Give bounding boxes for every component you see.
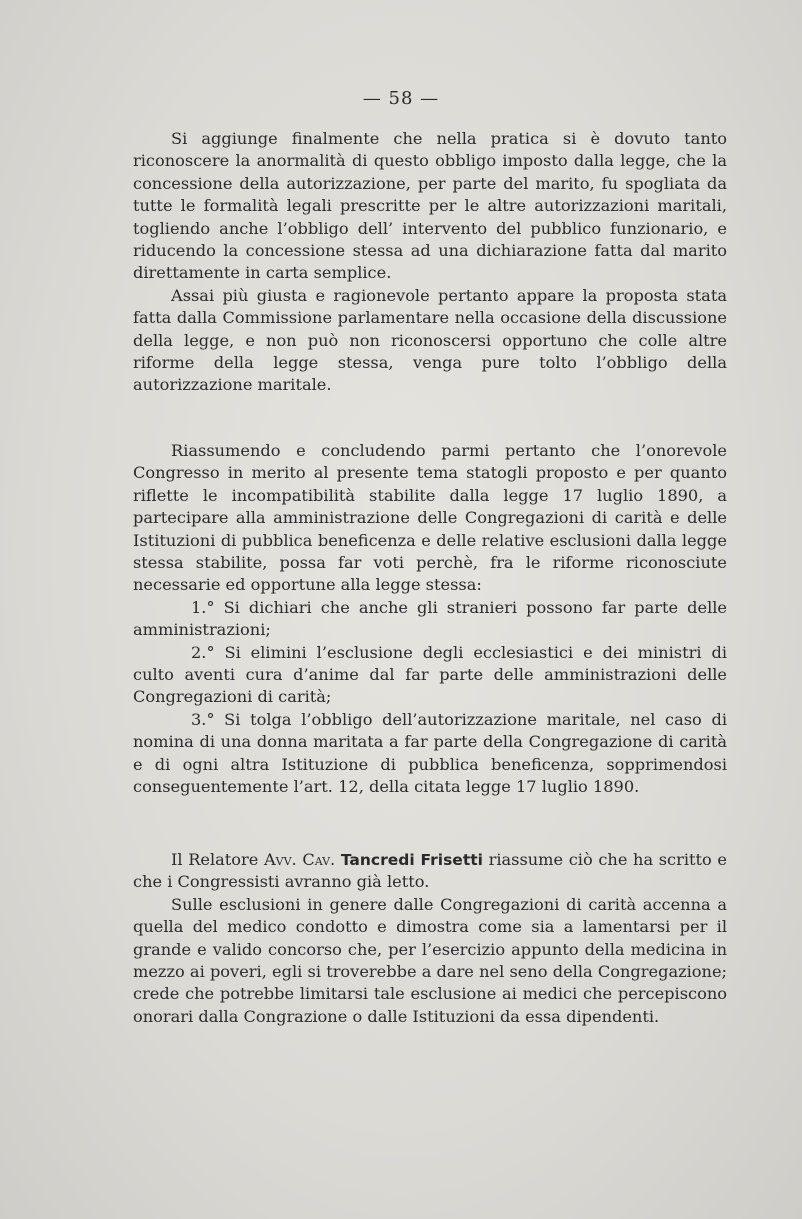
paragraph-lead: Il Relatore [171,850,264,869]
list-item: 2.° Si elimini l’esclusione degli ecclesiastici e dei ministri di culto aventi cura d’anime dal far parte delle amministrazioni delle Congregazioni di carità; [133,642,727,707]
text-section-3 [133,849,727,1028]
list-item: 1.° Si dichiari che anche gli stranieri possono far parte delle amministrazioni; [133,597,727,640]
speaker-title: Avv. Cav. [263,850,336,869]
text-section-1 [133,128,727,397]
speaker-name: Tancredi Frisetti [340,851,483,869]
paragraph [133,849,727,894]
list-item: 3.° Si tolga l’obbligo dell’autorizzazione maritale, nel caso di nomina di una donna maritata a far parte della Congregazione di carità e di ogni altra Istituzione di pubblica beneficenza, sopprimendosi conseguentemente l’art. 12, della citata legge 17 luglio 1890. [133,709,727,797]
paragraph: Sulle esclusioni in genere dalle Congregazioni di carità accenna a quella del medico condotto e dimostra come sia a lamentarsi per il grande e valido concorso che, per l’esercizio appunto della medicina in mezzo ai poveri, egli si troverebbe a dare nel seno della Congregazione; crede che potrebbe limitarsi tale esclusione ai medici che percepiscono onorari dalla Congrazione o dalle Istituzioni da essa dipendenti. [133,894,727,1026]
paragraph: Assai più giusta e ragionevole pertanto appare la proposta stata fatta dalla Commissione parlamentare nella occasione della discussione della legge, e non può non riconoscersi opportuno che colle altre riforme della legge stessa, venga pure tolto l’obbligo della autorizzazione maritale. [133,285,727,395]
page-number: — 58 — [362,88,440,109]
paragraph: Si aggiunge finalmente che nella pratica si è dovuto tanto riconoscere la anormalità di questo obbligo imposto dalla legge, che la concessione della autorizzazione, per parte del marito, fu spogliata da tutte le formalità legali prescritte per le altre autorizzazioni maritali, togliendo anche l’obbligo dell’ intervento del pubblico funzionario, e riducendo la concessione stessa ad una dichiarazione fatta dal marito direttamente in carta semplice. [133,129,727,283]
paragraph-rest: riassume ciò che ha scritto e che i Congressisti avranno già letto. [133,850,727,892]
text-section-2 [133,440,727,799]
paragraph: Riassumendo e concludendo parmi pertanto che l’onorevole Congresso in merito al presente tema statogli proposto e per quanto riflette le incompatibilità stabilite dalla legge 17 luglio 1890, a partecipare alla amministrazione delle Congregazioni di carità e delle Istituzioni di pubblica beneficenza e delle relative esclusioni dalla legge stessa stabilite, possa far voti perchè, fra le riforme riconosciute necessarie ed opportune alla legge stessa: [133,441,727,595]
